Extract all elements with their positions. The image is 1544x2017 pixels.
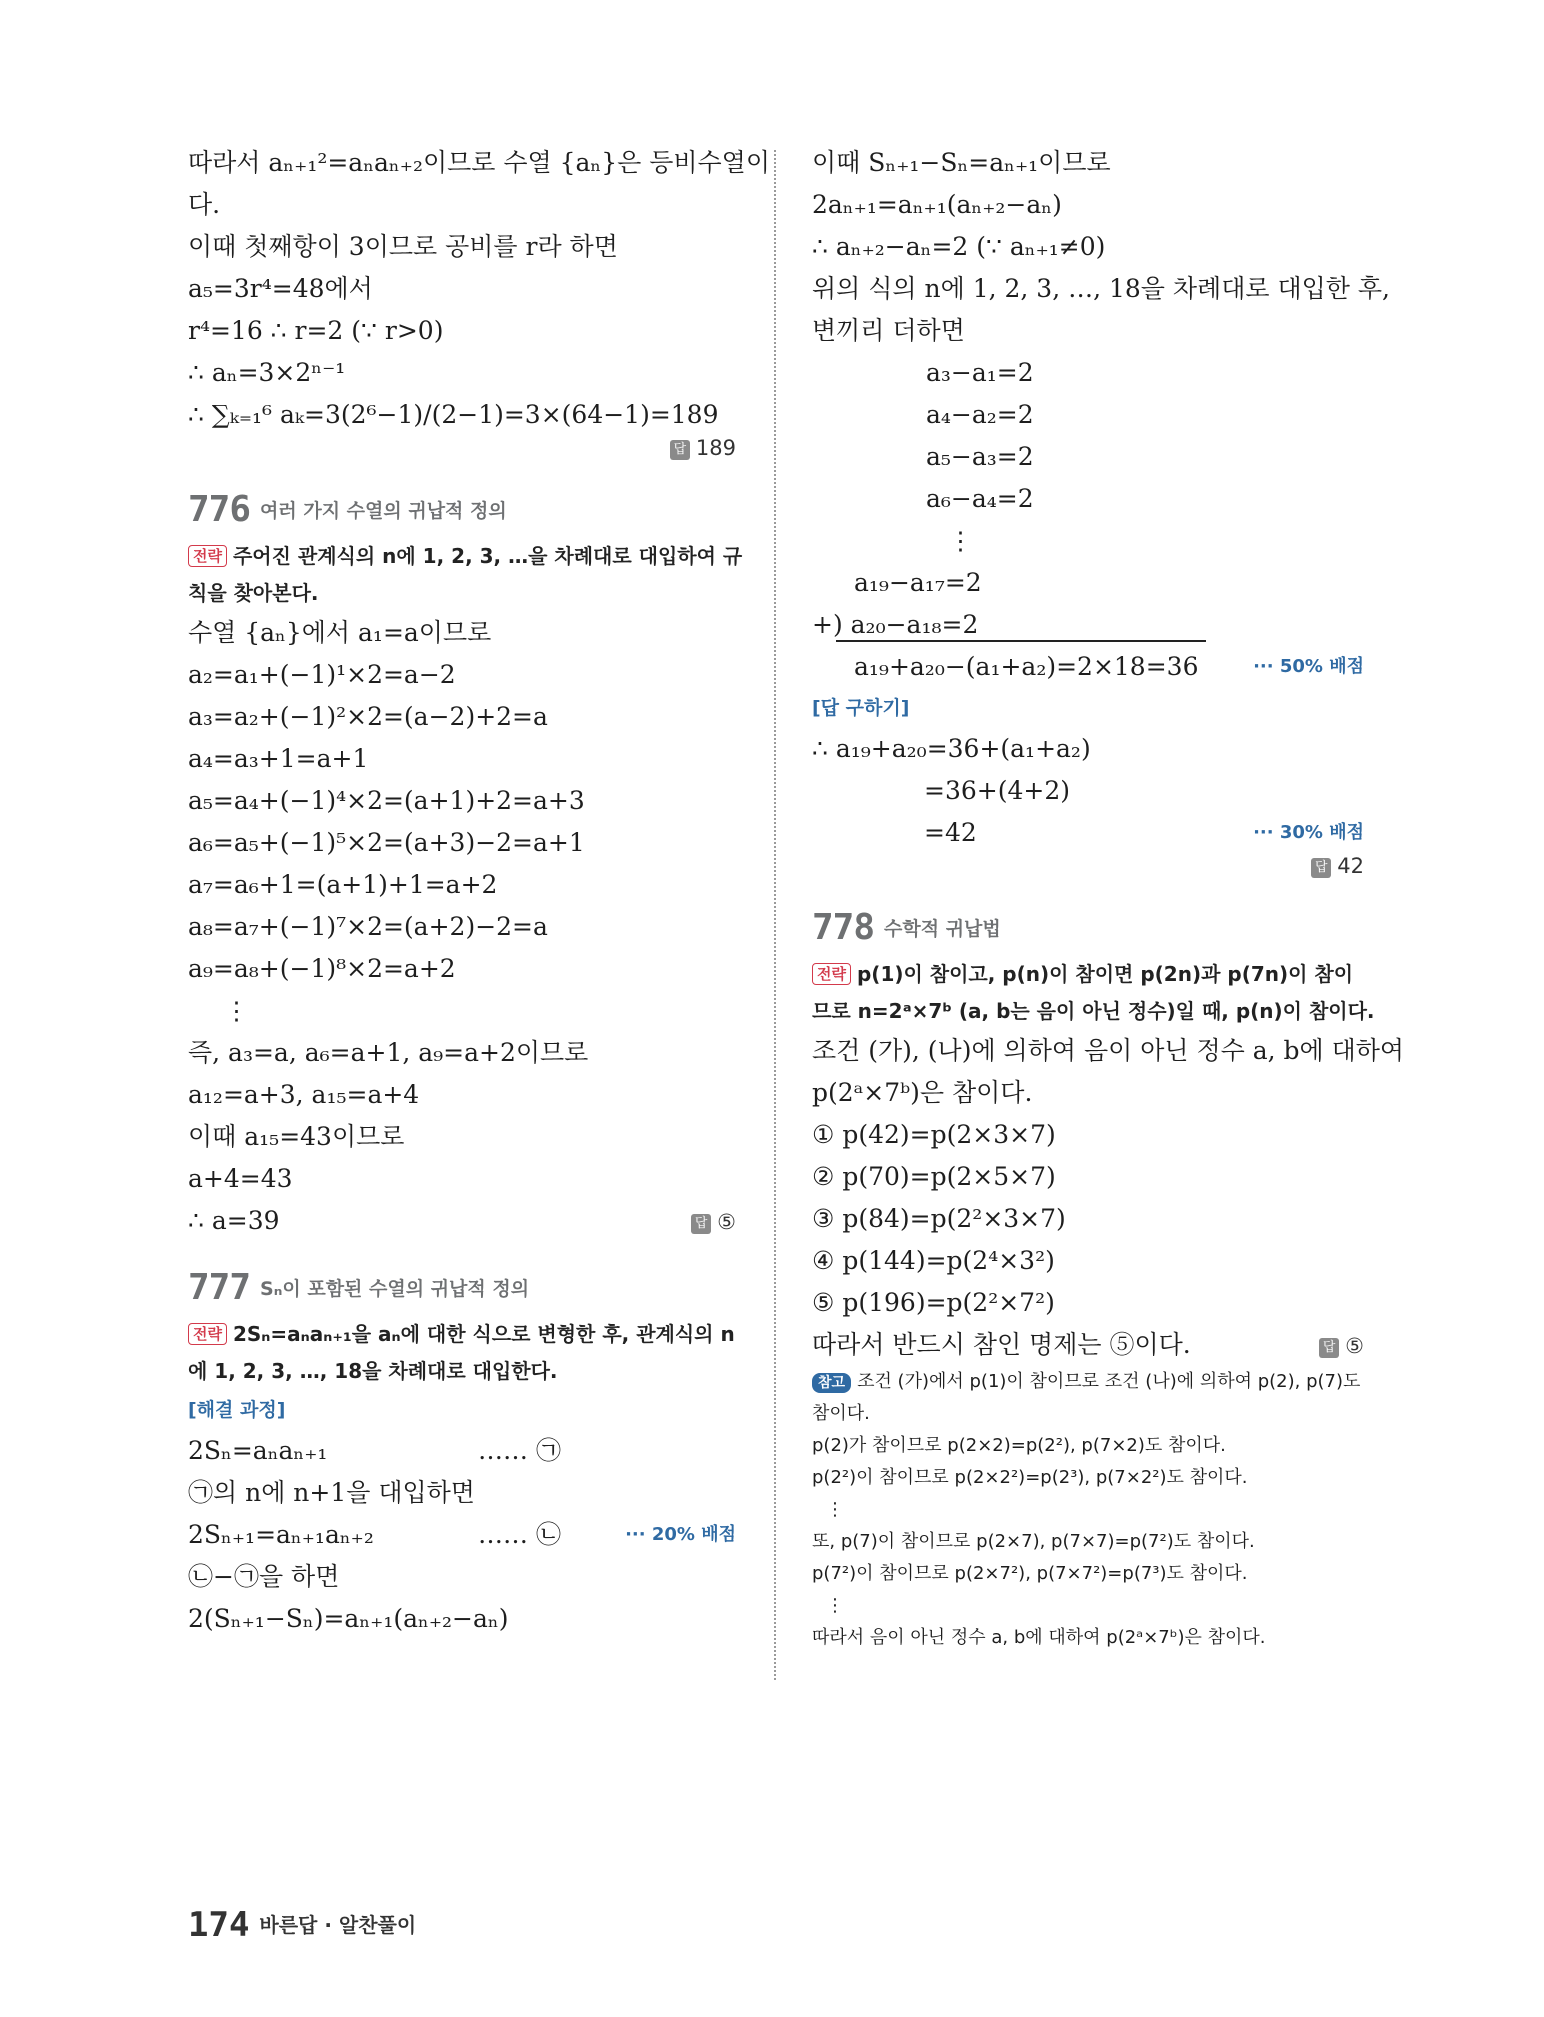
- ellipsis-line: ⋮: [948, 526, 973, 555]
- text-line: 변끼리 더하면: [812, 316, 965, 345]
- answer-icon: 답: [1311, 858, 1331, 878]
- equation-line: a₁₂=a+3, a₁₅=a+4: [188, 1080, 420, 1109]
- text-line: ㉡−㉠을 하면: [188, 1562, 340, 1591]
- conclusion: 따라서 반드시 참인 명제는 ⑤이다.: [812, 1330, 1191, 1359]
- section-heading: [답 구하기]: [812, 697, 910, 719]
- score-label: ··· 30% 배점: [1253, 822, 1364, 843]
- equation-line: a₇=a₆+1=(a+1)+1=a+2: [188, 870, 498, 899]
- problem-number: 776: [188, 489, 251, 530]
- note-line: p(2²)이 참이므로 p(2×2²)=p(2³), p(7×2²)도 참이다.: [812, 1467, 1248, 1488]
- final-equation: ∴ a=39: [188, 1206, 280, 1235]
- note-text: 조건 (가)에서 p(1)이 참이므로 조건 (나)에 의하여 p(2), p(7)도: [857, 1371, 1361, 1392]
- equation-line: [188, 1200, 736, 1242]
- page-number: 174: [188, 1905, 250, 1945]
- strategy-line: [812, 956, 1364, 993]
- equation-line: 2(Sₙ₊₁−Sₙ)=aₙ₊₁(aₙ₊₂−aₙ): [188, 1604, 509, 1633]
- strategy-line: [188, 575, 736, 612]
- strategy-badge: 전략: [812, 963, 851, 985]
- answer-value: ⑤: [1345, 1334, 1364, 1358]
- page-footer: [188, 1900, 416, 1950]
- strategy-text: 주어진 관계식의 n에 1, 2, 3, …을 차례대로 대입하여 규: [232, 544, 743, 568]
- equation-line: a₃=a₂+(−1)²×2=(a−2)+2=a: [188, 702, 548, 731]
- option-line: ③ p(84)=p(2²×3×7): [812, 1204, 1066, 1233]
- column-divider: [774, 150, 776, 1680]
- sum-rule-line: [836, 640, 1206, 642]
- equation-line: r⁴=16 ∴ r=2 (∵ r>0): [188, 316, 444, 345]
- note-line: 참이다.: [812, 1403, 870, 1424]
- spacer: [188, 1242, 736, 1260]
- note-line: [812, 1366, 1364, 1398]
- strategy-line: [812, 993, 1375, 1030]
- option-line: ① p(42)=p(2×3×7): [812, 1120, 1056, 1149]
- equation-line: a₅=3r⁴=48에서: [188, 274, 373, 303]
- score-label: ··· 50% 배점: [1253, 656, 1364, 677]
- equation-line: ∴ ∑ₖ₌₁⁶ aₖ=3(2⁶−1)/(2−1)=3×(64−1)=189: [188, 400, 719, 429]
- left-column: [188, 142, 770, 1640]
- option-line: ④ p(144)=p(2⁴×3²): [812, 1246, 1055, 1275]
- answer-value: 42: [1337, 854, 1364, 878]
- note-ellipsis: ⋮: [826, 1499, 844, 1520]
- equation: 2Sₙ=aₙaₙ₊₁: [188, 1436, 328, 1465]
- answer-row: [812, 854, 1364, 900]
- answer-icon: 답: [1319, 1338, 1339, 1358]
- problem-title: Sₙ이 포함된 수열의 귀납적 정의: [260, 1278, 530, 1300]
- text-line: 이때 Sₙ₊₁−Sₙ=aₙ₊₁이므로: [812, 148, 1111, 177]
- sum-line: a₄−a₂=2: [926, 400, 1034, 429]
- answer-row: [188, 436, 736, 482]
- sum-line: a₃−a₁=2: [926, 358, 1034, 387]
- ellipsis-line: ⋮: [224, 996, 249, 1025]
- note-line: 또, p(7)이 참이므로 p(2×7), p(7×7)=p(7²)도 참이다.: [812, 1531, 1255, 1552]
- text-line: 수열 {aₙ}에서 a₁=a이므로: [188, 618, 492, 647]
- text-line: 다.: [188, 190, 221, 219]
- equation-line: a+4=43: [188, 1164, 293, 1193]
- sum-last-term: +) a₂₀−a₁₈=2: [812, 610, 979, 639]
- note-line: p(2)가 참이므로 p(2×2)=p(2²), p(7×2)도 참이다.: [812, 1435, 1226, 1456]
- equation-marker: …… ㉡: [478, 1520, 561, 1549]
- answer-value: 189: [695, 436, 736, 460]
- equation: 2Sₙ₊₁=aₙ₊₁aₙ₊₂: [188, 1520, 374, 1549]
- note-line: p(7²)이 참이므로 p(2×7²), p(7×7²)=p(7³)도 참이다.: [812, 1563, 1248, 1584]
- equation-line: [812, 812, 1364, 854]
- equation-line: [188, 1430, 736, 1472]
- problem-title: 수학적 귀납법: [884, 918, 1001, 940]
- text-line: 이때 a₁₅=43이므로: [188, 1122, 405, 1151]
- equation-line: [188, 1514, 736, 1556]
- text-line: ㉠의 n에 n+1을 대입하면: [188, 1478, 475, 1507]
- score-label: ··· 20% 배점: [625, 1524, 736, 1545]
- strategy-text: 에 1, 2, 3, …, 18을 차례대로 대입한다.: [188, 1359, 558, 1383]
- sum-line: a₆−a₄=2: [926, 484, 1034, 513]
- equation-line: a₈=a₇+(−1)⁷×2=(a+2)−2=a: [188, 912, 548, 941]
- section-heading: [해결 과정]: [188, 1399, 286, 1421]
- equation-line: 2aₙ₊₁=aₙ₊₁(aₙ₊₂−aₙ): [812, 190, 1062, 219]
- problem-number: 777: [188, 1267, 251, 1308]
- answer-row: [1319, 1324, 1364, 1367]
- text-line: 따라서 aₙ₊₁²=aₙaₙ₊₂이므로 수열 {aₙ}은 등비수열이: [188, 148, 770, 177]
- equation-line: a₆=a₅+(−1)⁵×2=(a+3)−2=a+1: [188, 828, 585, 857]
- strategy-text: p(1)이 참이고, p(n)이 참이면 p(2n)과 p(7n)이 참이: [856, 962, 1354, 986]
- answer-icon: 답: [670, 440, 690, 460]
- equation-line: a₂=a₁+(−1)¹×2=a−2: [188, 660, 456, 689]
- note-ellipsis: ⋮: [826, 1595, 844, 1616]
- note-badge: 참고: [812, 1373, 851, 1393]
- equation-line: ∴ aₙ=3×2ⁿ⁻¹: [188, 358, 346, 387]
- strategy-badge: 전략: [188, 1323, 227, 1345]
- sum-line: [812, 604, 1364, 646]
- strategy-line: [188, 538, 743, 575]
- text-line: 이때 첫째항이 3이므로 공비를 r라 하면: [188, 232, 618, 261]
- equation-line: a₉=a₈+(−1)⁸×2=a+2: [188, 954, 456, 983]
- sum-result-line: [812, 646, 1364, 688]
- right-column: [812, 142, 1405, 1654]
- sum-line: a₅−a₃=2: [926, 442, 1034, 471]
- sum-line: a₁₉−a₁₇=2: [854, 568, 982, 597]
- note-line: 따라서 음이 아닌 정수 a, b에 대하여 p(2ᵃ×7ᵇ)은 참이다.: [812, 1627, 1266, 1648]
- equation-line: a₄=a₃+1=a+1: [188, 744, 369, 773]
- strategy-badge: 전략: [188, 545, 227, 567]
- problem-778-header: [812, 900, 1364, 956]
- strategy-line: [188, 1316, 736, 1353]
- option-line: ⑤ p(196)=p(2²×7²): [812, 1288, 1055, 1317]
- text-line: p(2ᵃ×7ᵇ)은 참이다.: [812, 1078, 1033, 1107]
- equation-line: ∴ aₙ₊₂−aₙ=2 (∵ aₙ₊₁≠0): [812, 232, 1106, 261]
- problem-777-header: [188, 1260, 736, 1316]
- answer-row: [691, 1200, 736, 1243]
- text-line: 즉, a₃=a, a₆=a+1, a₉=a+2이므로: [188, 1038, 589, 1067]
- text-line: 위의 식의 n에 1, 2, 3, …, 18을 차례대로 대입한 후,: [812, 274, 1390, 303]
- strategy-text: 칙을 찾아본다.: [188, 581, 319, 605]
- answer-icon: 답: [691, 1214, 711, 1234]
- strategy-text: 므로 n=2ᵃ×7ᵇ (a, b는 음이 아닌 정수)일 때, p(n)이 참이다.: [812, 999, 1375, 1023]
- equation-marker: …… ㉠: [478, 1436, 561, 1465]
- problem-number: 778: [812, 907, 875, 948]
- equation: =42: [924, 818, 977, 847]
- problem-776-header: [188, 482, 736, 538]
- strategy-text: 2Sₙ=aₙaₙ₊₁을 aₙ에 대한 식으로 변형한 후, 관계식의 n: [232, 1322, 735, 1346]
- equation-line: a₅=a₄+(−1)⁴×2=(a+1)+2=a+3: [188, 786, 585, 815]
- option-line: ② p(70)=p(2×5×7): [812, 1162, 1056, 1191]
- text-line: 조건 (가), (나)에 의하여 음이 아닌 정수 a, b에 대하여: [812, 1036, 1405, 1065]
- sum-result: a₁₉+a₂₀−(a₁+a₂)=2×18=36: [854, 652, 1199, 681]
- equation-line: =36+(4+2): [924, 776, 1070, 805]
- equation-line: ∴ a₁₉+a₂₀=36+(a₁+a₂): [812, 734, 1091, 763]
- strategy-line: [188, 1353, 736, 1390]
- answer-value: ⑤: [717, 1210, 736, 1234]
- footer-label: 바른답 · 알찬풀이: [259, 1913, 417, 1937]
- text-line: [812, 1324, 1364, 1366]
- problem-title: 여러 가지 수열의 귀납적 정의: [260, 500, 507, 522]
